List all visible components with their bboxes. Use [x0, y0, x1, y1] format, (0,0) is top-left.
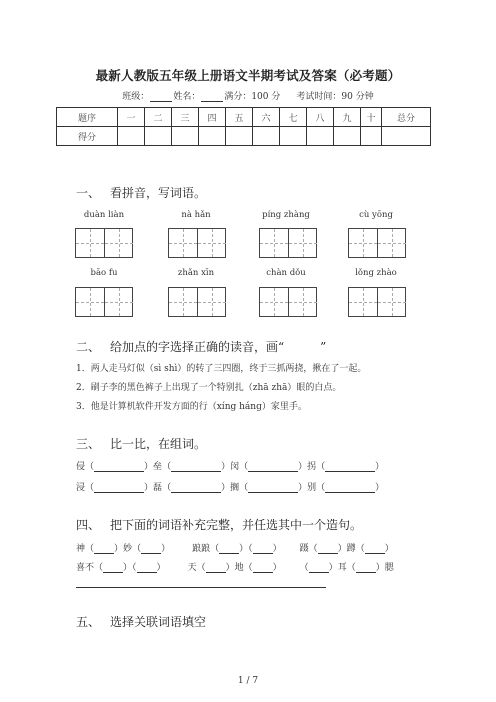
header-cell: 总分	[382, 108, 431, 127]
idiom-part: 蹲	[346, 544, 356, 554]
section-title: 给加点的字选择正确的读音，画“ ”	[110, 340, 327, 354]
answer-blank[interactable]	[141, 543, 161, 554]
word-row: 侵（ ）垒（ ）闵（ ）拐（ ）	[76, 462, 385, 472]
question-line	[76, 399, 307, 412]
answer-blank[interactable]	[356, 562, 376, 573]
question-text: ）的转了三四圈，终于三抓两挠，揪在了一起。	[177, 364, 367, 374]
writing-grid[interactable]	[259, 287, 317, 317]
idiom-row: 喜不（ ）（ ） 天（ ）地（ ） （ ）耳（ ）腮	[76, 563, 394, 573]
answer-blank[interactable]	[325, 482, 375, 493]
idiom-part: 地	[234, 563, 244, 573]
section-5-heading	[76, 613, 206, 630]
answer-blank[interactable]	[94, 543, 114, 554]
idiom-part: 天	[187, 563, 197, 573]
header-cell: 八	[307, 108, 334, 127]
pinyin-label: cù yōng	[359, 210, 393, 220]
writing-grid[interactable]	[168, 228, 226, 258]
idiom-row: 神（ ）妙（ ） 踉踉（ ）（ ） 蹑（ ）蹲（ ）	[76, 544, 394, 554]
header-cell: 六	[253, 108, 280, 127]
idiom-part: 踉踉	[192, 544, 211, 554]
row-label-cell: 得分	[57, 127, 118, 146]
writing-grid[interactable]	[75, 228, 133, 258]
section-number: 一、	[76, 186, 101, 200]
answer-blank[interactable]	[206, 562, 226, 573]
question-text: 3．他是计算机软件开发方面的行（	[76, 402, 217, 412]
answer-blank[interactable]	[318, 543, 338, 554]
section-title: 看拼音，写词语。	[110, 186, 207, 200]
section-number: 三、	[76, 437, 101, 451]
score-cell[interactable]	[280, 127, 307, 146]
section-number: 四、	[76, 518, 101, 532]
score-cell[interactable]	[172, 127, 199, 146]
question-line	[76, 361, 366, 374]
pinyin-label: píng zhàng	[262, 210, 310, 220]
section-2-heading	[76, 338, 326, 355]
char: 磊	[153, 483, 163, 493]
header-cell: 四	[199, 108, 226, 127]
question-text: ）家里手。	[261, 402, 307, 412]
pinyin-options[interactable]: xíng háng	[216, 402, 262, 412]
class-label: 班级：	[122, 92, 150, 102]
score-cell[interactable]	[307, 127, 334, 146]
score-table	[56, 107, 431, 146]
answer-blank[interactable]	[248, 482, 298, 493]
pinyin-label: lǒng zhào	[355, 268, 397, 278]
score-cell[interactable]	[334, 127, 361, 146]
name-blank	[201, 92, 223, 102]
section-title: 比一比，在组词。	[110, 437, 207, 451]
pinyin-label: duàn liàn	[83, 210, 125, 220]
question-line	[76, 380, 341, 393]
char: 别	[307, 483, 317, 493]
char: 浸	[76, 483, 86, 493]
score-cell[interactable]	[145, 127, 172, 146]
score-cell[interactable]	[226, 127, 253, 146]
answer-blank[interactable]	[365, 543, 385, 554]
idiom-part: 神	[76, 544, 86, 554]
answer-blank[interactable]	[309, 562, 329, 573]
header-cell: 九	[334, 108, 361, 127]
answer-blank[interactable]	[171, 461, 221, 472]
pinyin-label: nà hǎn	[181, 210, 211, 220]
exam-info	[0, 89, 496, 102]
writing-grid[interactable]	[75, 287, 133, 317]
score-row	[57, 127, 431, 146]
sentence-answer-line[interactable]	[76, 587, 326, 588]
pinyin-label: chàn dǒu	[266, 268, 306, 278]
writing-grid[interactable]	[168, 287, 226, 317]
idiom-part: 蹑	[299, 544, 309, 554]
score-cell[interactable]	[382, 127, 431, 146]
header-cell: 一	[118, 108, 145, 127]
answer-blank[interactable]	[103, 562, 123, 573]
answer-blank[interactable]	[137, 562, 157, 573]
header-cell: 五	[226, 108, 253, 127]
answer-blank[interactable]	[248, 461, 298, 472]
answer-blank[interactable]	[94, 482, 144, 493]
char: 侵	[76, 462, 86, 472]
answer-blank[interactable]	[219, 543, 239, 554]
class-blank	[150, 92, 172, 102]
answer-blank[interactable]	[253, 562, 273, 573]
idiom-part: 耳	[337, 563, 347, 573]
exam-time: 考试时间：90 分钟	[296, 92, 374, 102]
writing-grid[interactable]	[259, 228, 317, 258]
question-text: ）眼的白点。	[287, 383, 342, 393]
pinyin-options[interactable]: zhā zhā	[252, 383, 288, 393]
char: 闵	[230, 462, 240, 472]
header-cell: 十	[361, 108, 382, 127]
answer-blank[interactable]	[253, 543, 273, 554]
header-cell: 三	[172, 108, 199, 127]
full-score: 满分：100 分	[224, 92, 281, 102]
word-row: 浸（ ）磊（ ）搁（ ）别（ ）	[76, 483, 385, 493]
char: 搁	[230, 483, 240, 493]
idiom-part: 腮	[384, 563, 394, 573]
section-4-heading	[76, 516, 362, 533]
char: 垒	[153, 462, 163, 472]
pinyin-label: zhǎn xīn	[177, 268, 215, 278]
answer-blank[interactable]	[94, 461, 144, 472]
idiom-part: 妙	[123, 544, 133, 554]
pinyin-label: bāo fu	[90, 268, 118, 278]
header-cell: 七	[280, 108, 307, 127]
score-cell[interactable]	[253, 127, 280, 146]
section-title: 选择关联词语填空	[110, 615, 207, 629]
question-text: 2．刷子李的黑色裤子上出现了一个特别扎（	[76, 383, 253, 393]
header-cell: 二	[145, 108, 172, 127]
section-1-heading	[76, 184, 206, 201]
section-number: 五、	[76, 615, 101, 629]
question-text: 1．两人走马灯似（	[76, 364, 154, 374]
score-cell[interactable]	[199, 127, 226, 146]
score-cell[interactable]	[118, 127, 145, 146]
answer-blank[interactable]	[325, 461, 375, 472]
section-number: 二、	[76, 340, 101, 354]
score-cell[interactable]	[361, 127, 382, 146]
writing-grid[interactable]	[348, 287, 406, 317]
char: 拐	[307, 462, 317, 472]
section-title: 把下面的词语补充完整，并任选其中一个造句。	[110, 518, 363, 532]
idiom-part: 喜不	[76, 563, 95, 573]
page-title: 最新人教版五年级上册语文半期考试及答案（必考题）	[95, 68, 401, 83]
section-3-heading	[76, 435, 206, 452]
writing-grid[interactable]	[348, 228, 406, 258]
page-number: 1 / 7	[237, 676, 259, 686]
name-label: 姓名：	[173, 92, 201, 102]
score-header-row	[57, 108, 431, 127]
pinyin-options[interactable]: sì shì	[153, 364, 178, 374]
answer-blank[interactable]	[171, 482, 221, 493]
header-cell: 题序	[57, 108, 118, 127]
